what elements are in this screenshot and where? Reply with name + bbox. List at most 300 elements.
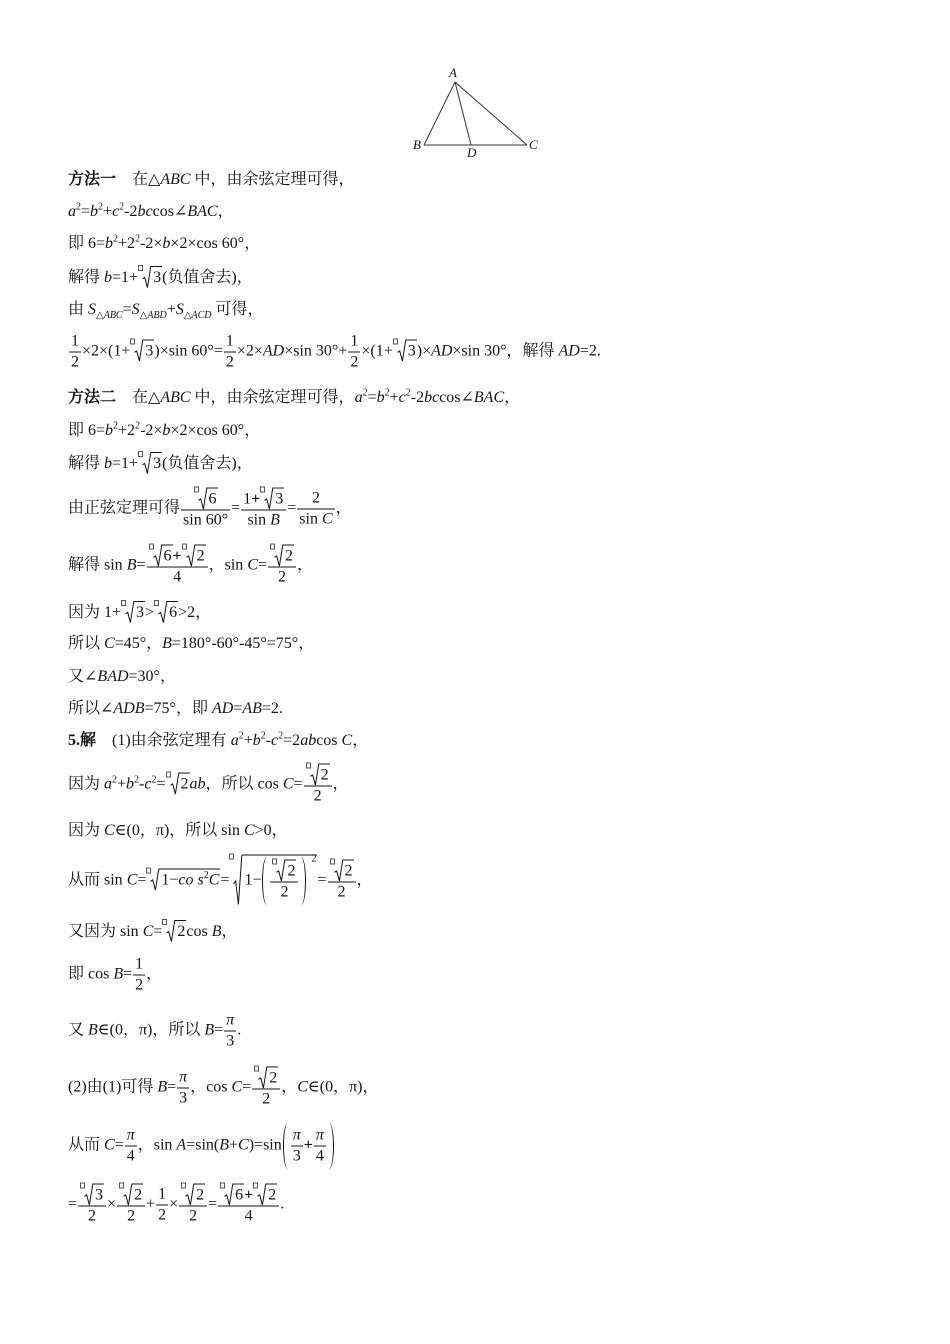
text-run: =2. <box>261 700 283 717</box>
text-line <box>68 202 234 222</box>
text-run: + <box>389 389 399 406</box>
text-line <box>68 634 314 654</box>
bold-text: 方法二 <box>68 389 117 406</box>
math-variable: bc <box>424 389 440 406</box>
text-run: cos <box>316 732 342 749</box>
math-variable: b <box>105 235 114 252</box>
text-run: ， <box>352 732 369 749</box>
text-run: 2 <box>311 489 320 507</box>
radicand <box>207 488 218 510</box>
text-run: 1 <box>225 332 234 350</box>
superscript: 2 <box>134 774 140 786</box>
text-run: 又∠ <box>68 668 98 685</box>
text-run: 解得 <box>68 269 105 286</box>
text-run: + <box>103 203 113 220</box>
text-run: 可得， <box>211 301 264 318</box>
text-run: = <box>208 1195 218 1213</box>
text-run: = <box>156 775 166 793</box>
denominator <box>314 1146 326 1167</box>
text-run: = <box>233 700 243 717</box>
denominator <box>224 352 236 373</box>
math-variable: b <box>90 203 99 220</box>
radicand <box>175 920 186 942</box>
fraction <box>181 488 230 531</box>
text-line <box>68 388 520 408</box>
text-line <box>68 731 368 751</box>
text-run: ×sin 30°+ <box>284 342 348 360</box>
numerator <box>224 1011 236 1031</box>
math-variable: A <box>176 1136 187 1154</box>
radicand <box>179 773 190 795</box>
superscript: 2 <box>76 201 81 213</box>
fraction <box>179 1184 207 1227</box>
vertex-label-a: A <box>449 65 457 80</box>
bold-text: + <box>172 547 182 565</box>
denominator <box>297 509 334 530</box>
math-variable: co s <box>178 871 204 889</box>
text-run: 2 <box>88 1207 97 1225</box>
text-run: 2 <box>280 883 289 901</box>
square-root <box>138 266 162 288</box>
text-line <box>68 764 349 807</box>
math-variable: b <box>376 389 385 406</box>
math-variable: BAC <box>187 203 218 220</box>
text-run: 中，由余弦定理可得， <box>190 171 355 188</box>
radicand <box>195 545 206 567</box>
text-run: = <box>136 556 146 574</box>
fraction <box>304 764 332 807</box>
text-line <box>68 332 601 373</box>
math-variable: π <box>315 1126 324 1144</box>
text-run: (负值舍去)， <box>162 455 253 472</box>
math-variable: b <box>162 235 171 252</box>
radicand <box>233 1184 244 1206</box>
text-run: ， <box>332 775 349 793</box>
fraction <box>241 488 286 531</box>
denominator <box>69 352 81 373</box>
denominator <box>133 975 145 996</box>
numerator <box>78 1184 106 1206</box>
radicand <box>266 1184 277 1206</box>
text-run: + <box>243 732 253 749</box>
numerator <box>125 1126 137 1146</box>
text-run: 即 cos <box>68 965 114 983</box>
subscript-variable: ABD <box>147 310 167 322</box>
numerator <box>348 332 360 352</box>
text-line <box>68 452 253 474</box>
text-run: 2 <box>189 1207 198 1225</box>
text-run: =2. <box>579 342 601 360</box>
text-line <box>68 170 355 190</box>
text-run: ， <box>335 499 352 517</box>
radical-sign <box>134 340 143 362</box>
text-line <box>68 955 162 996</box>
text-run: 1 <box>243 490 252 508</box>
text-run: + <box>229 1136 239 1154</box>
radical-sign <box>257 1184 266 1206</box>
math-variable: S <box>131 301 140 318</box>
denominator <box>291 1146 303 1167</box>
text-run: 解得 <box>68 455 105 472</box>
fraction <box>328 860 356 903</box>
fraction <box>125 1126 137 1167</box>
math-variable: C <box>231 1078 243 1096</box>
text-run: ，cos <box>190 1078 232 1096</box>
text-run: - <box>265 732 272 749</box>
text-run: + <box>117 775 127 793</box>
text-run: 从而 <box>68 1136 105 1154</box>
math-variable: ADB <box>113 700 145 717</box>
math-variable: C <box>126 871 138 889</box>
text-run: 6 <box>235 1186 244 1204</box>
superscript: 2 <box>112 774 118 786</box>
text-run: 由正弦定理可得 <box>68 499 181 517</box>
math-variable: a <box>68 203 76 220</box>
math-variable: B <box>157 1078 168 1096</box>
radical-sign <box>233 855 242 906</box>
radicand <box>283 545 294 567</box>
numerator <box>69 332 81 352</box>
text-run: > <box>145 604 155 621</box>
text-run: 3 <box>407 342 416 360</box>
text-run: 即 6= <box>68 422 106 439</box>
text-run: 2 <box>262 1090 271 1108</box>
square-root <box>182 545 206 567</box>
text-run: 所以∠ <box>68 700 114 717</box>
text-run: ， <box>281 1078 298 1096</box>
superscript: 2 <box>151 774 157 786</box>
text-line <box>68 266 253 288</box>
math-variable: B <box>88 1021 98 1039</box>
text-run: ×2×cos 60°， <box>170 235 261 252</box>
fraction <box>224 332 236 373</box>
fraction <box>270 860 298 903</box>
text-line <box>68 699 283 719</box>
radical-sign <box>397 340 406 362</box>
math-variable: C <box>142 923 154 940</box>
text-run: ， <box>217 203 234 220</box>
text-run: 2 <box>269 1069 278 1087</box>
text-run: ，sin <box>208 556 248 574</box>
text-run: = <box>68 1195 78 1213</box>
text-run: = <box>317 871 327 889</box>
text-run: >2， <box>178 604 212 621</box>
math-variable: C <box>208 871 220 889</box>
math-variable: C <box>104 822 115 839</box>
text-run: 因为 1+ <box>68 604 122 621</box>
text-run: ×2× <box>236 342 263 360</box>
text-run: 2 <box>134 1186 143 1204</box>
text-run: =sin( <box>186 1136 220 1154</box>
text-run: ， <box>221 923 238 940</box>
radicand <box>159 869 220 891</box>
text-run: =1+ <box>112 455 139 472</box>
text-run: 2 <box>71 353 79 371</box>
text-run: -2 <box>124 203 138 220</box>
denominator <box>328 882 356 903</box>
numerator <box>314 1126 326 1146</box>
text-line <box>68 1123 335 1170</box>
text-line <box>68 667 176 687</box>
radicand <box>319 764 330 786</box>
text-run: 3 <box>136 604 145 621</box>
subscript-variable: ABC <box>103 310 123 322</box>
numerator <box>268 545 296 567</box>
denominator <box>181 510 230 531</box>
text-run: = <box>153 923 163 940</box>
text-run: 1 <box>71 332 79 350</box>
text-run: -2× <box>140 422 163 439</box>
square-root <box>119 1184 143 1206</box>
text-run: cos <box>186 923 212 940</box>
text-run: 2 <box>350 353 359 371</box>
radical-sign <box>186 545 195 567</box>
superscript: 2 <box>405 387 411 399</box>
text-run: ， <box>356 871 373 889</box>
math-variable: BAC <box>473 389 505 406</box>
bold-text: + <box>244 1186 254 1204</box>
math-variable: a <box>354 389 363 406</box>
math-variable: b <box>105 422 114 439</box>
text-run: 3 <box>275 490 284 508</box>
triangle-figure <box>400 60 550 160</box>
math-variable: b <box>104 269 113 286</box>
text-line <box>68 601 211 623</box>
bold-text: + <box>251 490 261 508</box>
text-run: = <box>137 871 147 889</box>
math-variable: AD <box>558 342 580 360</box>
superscript: 2 <box>384 387 390 399</box>
text-run: 2 <box>344 862 353 880</box>
denominator <box>241 510 286 531</box>
denominator <box>304 786 332 807</box>
denominator <box>125 1146 137 1167</box>
text-run: 4 <box>126 1147 135 1165</box>
numerator <box>304 764 332 786</box>
numerator <box>252 1067 280 1089</box>
numerator <box>218 1184 279 1206</box>
text-run: 2 <box>196 547 205 565</box>
text-run: 解得 sin <box>68 556 127 574</box>
text-run: . <box>237 1021 242 1039</box>
text-run: ×2×cos 60°， <box>170 422 261 439</box>
fraction <box>268 545 296 588</box>
math-variable: π <box>226 1011 235 1029</box>
text-run: )× <box>416 342 432 360</box>
text-run: 2 <box>225 353 234 371</box>
text-run: )=sin <box>248 1136 282 1154</box>
text-run: >0， <box>254 822 288 839</box>
denominator <box>179 1206 207 1227</box>
radical-sign <box>150 869 159 891</box>
text-run: =180°-60°-45°=75°， <box>171 635 315 652</box>
denominator <box>117 1206 145 1227</box>
text-run: 2 <box>158 1206 167 1224</box>
text-run: 1 <box>158 1185 167 1203</box>
fraction <box>177 1068 189 1109</box>
fraction <box>224 1011 236 1052</box>
fraction <box>314 1126 326 1167</box>
text-line <box>68 421 260 441</box>
square-root <box>270 545 294 567</box>
subscript: △ <box>183 310 192 322</box>
text-run: = <box>242 1078 252 1096</box>
text-line <box>68 488 352 531</box>
math-variable: c <box>144 775 152 793</box>
text-run: 2 <box>196 1186 205 1204</box>
bold-text: 方法一 <box>68 171 117 188</box>
text-run: 2 <box>268 1186 277 1204</box>
math-variable: c <box>112 203 120 220</box>
fraction <box>252 1067 280 1110</box>
math-variable: C <box>104 635 115 652</box>
text-run: = <box>167 1078 177 1096</box>
text-run: 4 <box>315 1147 324 1165</box>
text-run: = <box>220 871 230 889</box>
math-variable: AD <box>262 342 285 360</box>
radicand <box>93 1184 104 1206</box>
square-root <box>229 855 317 906</box>
text-run: =2 <box>283 732 301 749</box>
text-run: 因为 <box>68 822 105 839</box>
square-root <box>272 860 296 882</box>
radical-sign <box>123 1184 132 1206</box>
radicand <box>343 860 354 882</box>
numerator <box>224 332 236 352</box>
text-run: = <box>81 203 91 220</box>
text-run: 所以 <box>68 635 105 652</box>
text-run: 2 <box>180 775 189 793</box>
math-variable: S <box>88 301 97 318</box>
text-run: 4 <box>244 1207 253 1225</box>
radicand <box>151 266 162 288</box>
radicand <box>151 452 162 474</box>
text-run: ×(1+ <box>361 342 393 360</box>
math-variable: B <box>126 556 137 574</box>
square-root <box>254 1067 278 1089</box>
square-root <box>121 601 145 623</box>
square-root <box>149 545 173 567</box>
denominator <box>177 1088 189 1109</box>
square-root <box>181 1184 205 1206</box>
math-variable: bc <box>137 203 153 220</box>
paren-left <box>283 1123 288 1170</box>
square-root <box>130 340 154 362</box>
fraction <box>133 955 145 996</box>
math-variable: B <box>219 1136 230 1154</box>
square-root <box>146 869 220 891</box>
text-line <box>68 855 373 906</box>
superscript: 2 <box>203 870 209 882</box>
text-run: ， <box>504 389 521 406</box>
math-variable: b <box>104 455 113 472</box>
text-run: 因为 <box>68 775 105 793</box>
text-run: 由 <box>68 301 89 318</box>
fraction <box>348 332 360 373</box>
square-root <box>162 920 186 942</box>
text-run: = <box>123 965 133 983</box>
math-variable: C <box>282 775 294 793</box>
square-root <box>166 773 190 795</box>
math-variable: BAD <box>97 668 129 685</box>
paren-left <box>262 857 267 906</box>
numerator <box>179 1184 207 1206</box>
square-root <box>194 488 218 510</box>
math-variable: B <box>204 1021 215 1039</box>
math-variable: a <box>104 775 113 793</box>
radicand <box>285 860 296 882</box>
radical-sign <box>310 764 319 786</box>
radical-sign <box>334 860 343 882</box>
subscript: △ <box>96 310 104 322</box>
radicand <box>273 488 284 510</box>
text-run: - <box>139 775 145 793</box>
denominator <box>218 1206 279 1227</box>
numerator <box>181 488 230 510</box>
numerator <box>291 1126 303 1146</box>
text-run: = <box>214 1021 224 1039</box>
text-run: =1+ <box>112 269 139 286</box>
superscript: 2 <box>311 853 317 865</box>
square-root <box>154 601 178 623</box>
math-variable: AB <box>242 700 262 717</box>
text-run: 3 <box>292 1147 301 1165</box>
text-run: 从而 sin <box>68 871 127 889</box>
denominator <box>348 352 360 373</box>
radical-sign <box>142 452 151 474</box>
math-variable: C <box>243 822 255 839</box>
square-root <box>220 1184 244 1206</box>
superscript: 2 <box>98 201 104 213</box>
text-line <box>68 1184 284 1227</box>
math-variable: B <box>270 511 280 529</box>
text-run: + <box>146 1195 156 1213</box>
radical-sign <box>274 545 283 567</box>
radical-sign <box>258 1067 267 1089</box>
math-variable: C <box>104 1136 115 1154</box>
fraction <box>117 1184 145 1227</box>
numerator <box>270 860 298 882</box>
text-run: sin <box>299 510 322 528</box>
text-run: 1 <box>135 955 144 973</box>
math-variable: b <box>252 732 261 749</box>
text-run: 1 <box>350 332 359 350</box>
text-run: cos∠ <box>439 389 474 406</box>
fraction <box>291 1126 303 1167</box>
math-variable: ABC <box>160 171 191 188</box>
text-run: 又因为 sin <box>68 923 143 940</box>
text-run: (1)由余弦定理有 <box>96 732 231 749</box>
radical-sign <box>198 488 207 510</box>
text-run: = <box>287 499 297 517</box>
fraction <box>69 332 81 373</box>
math-variable: C <box>238 1136 249 1154</box>
radicand <box>162 545 173 567</box>
text-run: 2 <box>313 787 322 805</box>
superscript: 2 <box>113 233 119 245</box>
superscript: 2 <box>119 201 125 213</box>
superscript: 2 <box>135 420 141 432</box>
text-run: 3 <box>153 455 162 472</box>
text-run: -2× <box>140 235 163 252</box>
text-run: ， <box>146 965 163 983</box>
math-variable: B <box>162 635 172 652</box>
math-variable: C <box>341 732 353 749</box>
text-run: = <box>231 499 241 517</box>
radicand <box>167 601 178 623</box>
subscript-variable: ACD <box>191 310 212 322</box>
numerator <box>241 488 286 510</box>
